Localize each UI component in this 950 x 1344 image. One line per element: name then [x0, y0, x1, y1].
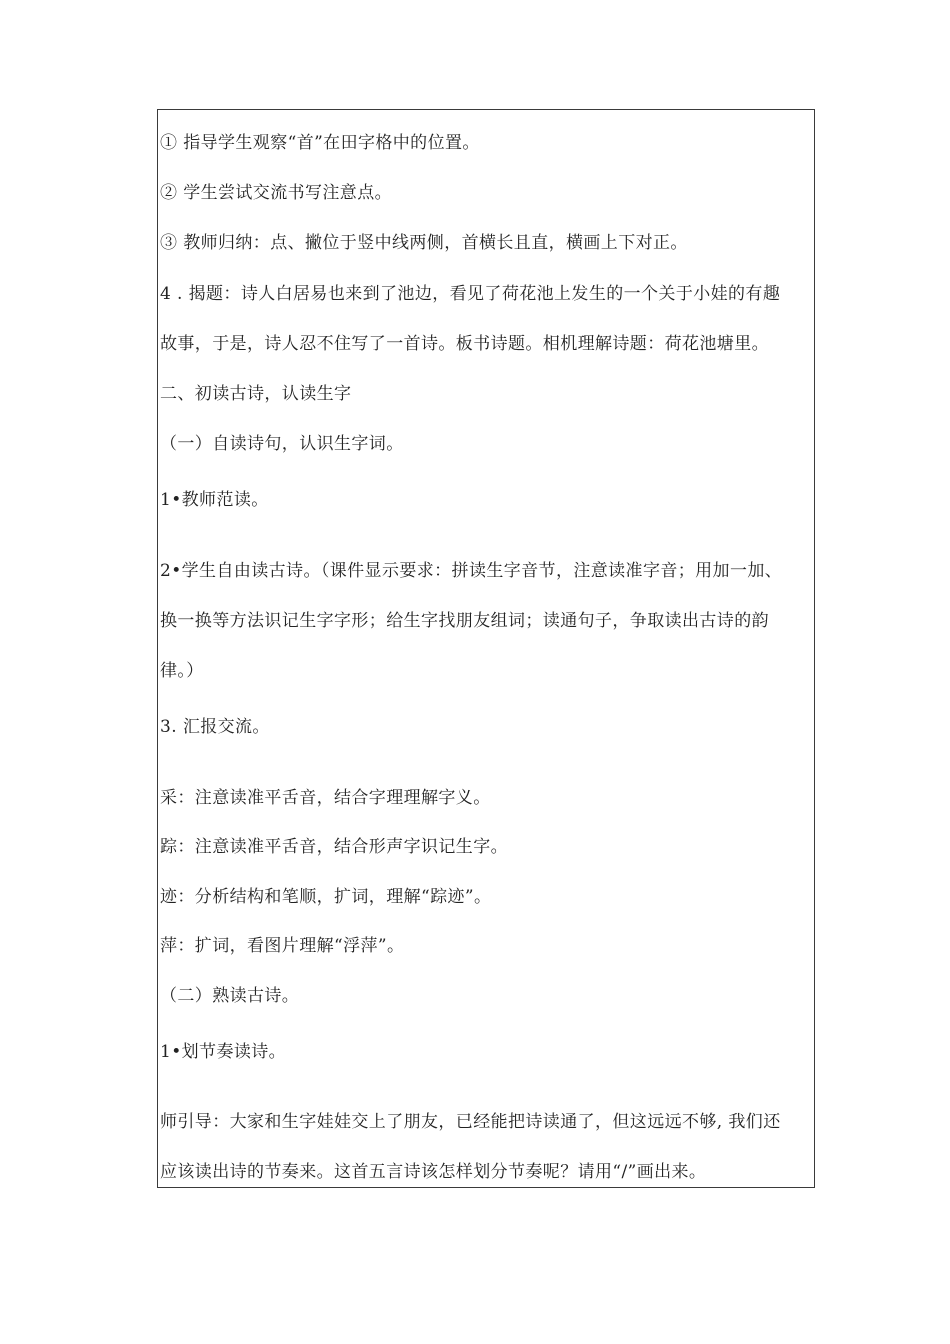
text-line-18: 1•划节奏读诗。	[160, 1042, 287, 1062]
text-line-11: 律。）	[160, 661, 204, 681]
text-line-16: 萍：扩词，看图片理解“浮萍”。	[160, 936, 405, 956]
text-line-12: 3. 汇报交流。	[160, 717, 270, 737]
subsection-heading-1: （一）自读诗句，认识生字词。	[160, 434, 404, 454]
section-heading-2: 二、初读古诗，认读生字	[160, 384, 352, 404]
text-line-15: 迹：分析结构和笔顺，扩词，理解“踪迹”。	[160, 887, 492, 907]
text-line-3: ③ 教师归纳：点、撇位于竖中线两侧，首横长且直，横画上下对正。	[160, 233, 688, 253]
text-line-10: 换一换等方法识记生字字形；给生字找朋友组词；读通句子，争取读出古诗的韵	[160, 611, 769, 631]
text-line-4: 4 . 揭题：诗人白居易也来到了池边，看见了荷花池上发生的一个关于小娃的有趣	[160, 284, 781, 304]
text-line-8: 1•教师范读。	[160, 490, 269, 510]
text-line-1: ① 指导学生观察“首”在田字格中的位置。	[160, 133, 480, 153]
text-line-13: 采：注意读准平舌音，结合字理理解字义。	[160, 788, 491, 808]
text-line-20: 应该读出诗的节奏来。这首五言诗该怎样划分节奏呢？请用“/”画出来。	[160, 1162, 707, 1182]
text-line-14: 踪：注意读准平舌音，结合形声字识记生字。	[160, 837, 508, 857]
lesson-table-cell	[157, 109, 815, 1188]
text-line-2: ② 学生尝试交流书写注意点。	[160, 183, 393, 203]
subsection-heading-2: （二）熟读古诗。	[160, 986, 300, 1006]
text-line-9: 2•学生自由读古诗。（课件显示要求：拼读生字音节，注意读准字音；用加一加、	[160, 561, 783, 581]
text-line-5: 故事，于是，诗人忍不住写了一首诗。板书诗题。相机理解诗题：荷花池塘里。	[160, 334, 769, 354]
text-line-19: 师引导：大家和生字娃娃交上了朋友，已经能把诗读通了，但这远远不够, 我们还	[160, 1112, 781, 1132]
